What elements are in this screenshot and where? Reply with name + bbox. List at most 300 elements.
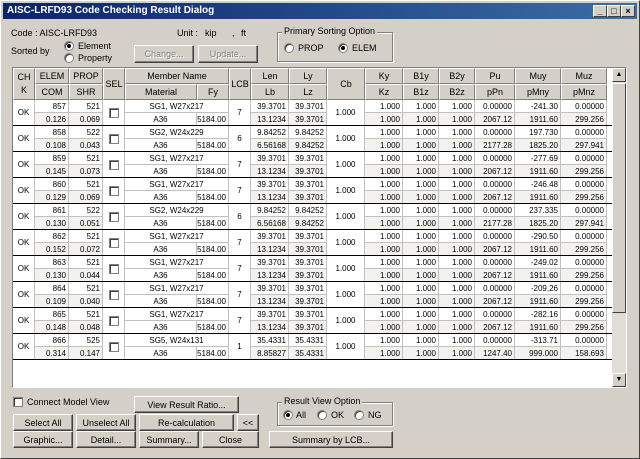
table-cell-chk[interactable]: OK [13, 204, 35, 230]
table-cell-len[interactable]: 39.3701 [251, 178, 289, 191]
row-select-checkbox[interactable] [109, 134, 119, 144]
table-cell-prop[interactable]: 521 [69, 152, 103, 165]
header-ly[interactable]: Ly [289, 68, 327, 84]
table-cell-lcb[interactable]: 6 [229, 204, 251, 230]
table-cell-member[interactable]: SG1, W27x217 [125, 230, 229, 243]
table-cell-b1z[interactable]: 1.000 [403, 217, 439, 230]
table-cell-muy[interactable]: -282.16 [515, 308, 561, 321]
table-cell-ly[interactable]: 39.3701 [289, 308, 327, 321]
table-cell-material[interactable]: A36 [125, 347, 197, 360]
table-cell-kz[interactable]: 1.000 [365, 217, 403, 230]
table-cell-lz[interactable]: 39.3701 [289, 269, 327, 282]
header-b2y[interactable]: B2y [439, 68, 475, 84]
header-muz[interactable]: Muz [561, 68, 607, 84]
table-cell-kz[interactable]: 1.000 [365, 191, 403, 204]
table-cell-lz[interactable]: 35.4331 [289, 347, 327, 360]
table-cell-ppn[interactable]: 2067.12 [475, 191, 515, 204]
table-cell-shr[interactable]: 0.072 [69, 243, 103, 256]
table-cell-fy[interactable]: 5184.00 [197, 113, 229, 126]
table-cell-kz[interactable]: 1.000 [365, 165, 403, 178]
table-cell-cb[interactable]: 1.000 [327, 126, 365, 152]
table-cell-pmnz[interactable]: 297.941 [561, 139, 607, 152]
table-cell-muy[interactable]: -249.02 [515, 256, 561, 269]
table-cell-len[interactable]: 39.3701 [251, 308, 289, 321]
summary-by-lcb-button[interactable]: Summary by LCB... [269, 431, 393, 448]
select-all-button[interactable]: Select All [13, 414, 73, 431]
table-cell-material[interactable]: A36 [125, 321, 197, 334]
table-cell-b2y[interactable]: 1.000 [439, 178, 475, 191]
table-cell-pmnz[interactable]: 299.256 [561, 243, 607, 256]
table-cell-elem[interactable]: 865 [35, 308, 69, 321]
table-cell-cb[interactable]: 1.000 [327, 100, 365, 126]
table-cell-b1y[interactable]: 1.000 [403, 152, 439, 165]
table-cell-b1y[interactable]: 1.000 [403, 204, 439, 217]
close-button[interactable]: Close [202, 431, 259, 448]
table-cell-shr[interactable]: 0.073 [69, 165, 103, 178]
sort-element-radio[interactable] [64, 41, 74, 51]
table-cell-b2z[interactable]: 1.000 [439, 347, 475, 360]
table-cell-muy[interactable]: -246.48 [515, 178, 561, 191]
table-cell-kz[interactable]: 1.000 [365, 347, 403, 360]
table-cell-b2z[interactable]: 1.000 [439, 217, 475, 230]
table-cell-len[interactable]: 39.3701 [251, 100, 289, 113]
table-cell-chk[interactable]: OK [13, 152, 35, 178]
table-cell-lb[interactable]: 13.1234 [251, 321, 289, 334]
table-cell-len[interactable]: 9.84252 [251, 204, 289, 217]
table-cell-muz[interactable]: 0.00000 [561, 100, 607, 113]
table-cell-muy[interactable]: 237.335 [515, 204, 561, 217]
table-cell-lcb[interactable]: 7 [229, 230, 251, 256]
table-cell-b1y[interactable]: 1.000 [403, 178, 439, 191]
table-cell-ky[interactable]: 1.000 [365, 126, 403, 139]
table-cell-pmnz[interactable]: 299.256 [561, 269, 607, 282]
table-cell-ly[interactable]: 39.3701 [289, 282, 327, 295]
table-cell-cb[interactable]: 1.000 [327, 204, 365, 230]
table-cell-lcb[interactable]: 1 [229, 334, 251, 360]
table-cell-b2y[interactable]: 1.000 [439, 282, 475, 295]
table-cell-b1z[interactable]: 1.000 [403, 139, 439, 152]
table-cell-elem[interactable]: 864 [35, 282, 69, 295]
table-cell-shr[interactable]: 0.040 [69, 295, 103, 308]
table-cell-cb[interactable]: 1.000 [327, 152, 365, 178]
table-cell-member[interactable]: SG1, W27x217 [125, 178, 229, 191]
table-cell-com[interactable]: 0.130 [35, 269, 69, 282]
table-cell-chk[interactable]: OK [13, 334, 35, 360]
header-lb[interactable]: Lb [251, 84, 289, 100]
table-cell-b2y[interactable]: 1.000 [439, 334, 475, 347]
table-cell-ly[interactable]: 39.3701 [289, 256, 327, 269]
table-cell-lcb[interactable]: 7 [229, 282, 251, 308]
table-cell-b2y[interactable]: 1.000 [439, 230, 475, 243]
table-cell-pu[interactable]: 0.00000 [475, 334, 515, 347]
table-cell-pu[interactable]: 0.00000 [475, 308, 515, 321]
table-cell-lb[interactable]: 13.1234 [251, 165, 289, 178]
table-cell-lcb[interactable]: 7 [229, 256, 251, 282]
table-cell-b2y[interactable]: 1.000 [439, 100, 475, 113]
table-cell-b2z[interactable]: 1.000 [439, 295, 475, 308]
header-b1y[interactable]: B1y [403, 68, 439, 84]
table-cell-ky[interactable]: 1.000 [365, 152, 403, 165]
row-select-checkbox[interactable] [109, 290, 119, 300]
table-cell-ly[interactable]: 39.3701 [289, 152, 327, 165]
table-cell-muz[interactable]: 0.00000 [561, 152, 607, 165]
table-cell-lz[interactable]: 39.3701 [289, 191, 327, 204]
table-cell-pu[interactable]: 0.00000 [475, 100, 515, 113]
table-cell-com[interactable]: 0.126 [35, 113, 69, 126]
vertical-scrollbar[interactable] [612, 68, 626, 387]
table-cell-prop[interactable]: 522 [69, 204, 103, 217]
table-cell-shr[interactable]: 0.069 [69, 113, 103, 126]
table-cell-chk[interactable]: OK [13, 100, 35, 126]
table-cell-material[interactable]: A36 [125, 113, 197, 126]
table-cell-pu[interactable]: 0.00000 [475, 152, 515, 165]
table-cell-elem[interactable]: 860 [35, 178, 69, 191]
table-cell-b1z[interactable]: 1.000 [403, 269, 439, 282]
table-cell-ky[interactable]: 1.000 [365, 230, 403, 243]
header-fy[interactable]: Fy [197, 84, 229, 100]
table-cell-muz[interactable]: 0.00000 [561, 126, 607, 139]
table-cell-ppn[interactable]: 2067.12 [475, 269, 515, 282]
table-cell-ky[interactable]: 1.000 [365, 334, 403, 347]
table-cell-len[interactable]: 9.84252 [251, 126, 289, 139]
table-cell-elem[interactable]: 866 [35, 334, 69, 347]
header-member_name[interactable]: Member Name [125, 68, 229, 84]
row-select-checkbox[interactable] [109, 316, 119, 326]
table-cell-b1y[interactable]: 1.000 [403, 230, 439, 243]
table-cell-member[interactable]: SG1, W27x217 [125, 282, 229, 295]
header-lz[interactable]: Lz [289, 84, 327, 100]
table-cell-prop[interactable]: 521 [69, 100, 103, 113]
table-cell-pmny[interactable]: 1825.20 [515, 139, 561, 152]
table-cell-ppn[interactable]: 2067.12 [475, 113, 515, 126]
table-cell-muy[interactable]: -209.26 [515, 282, 561, 295]
table-cell-b2z[interactable]: 1.000 [439, 165, 475, 178]
detail-button[interactable]: Detail... [76, 431, 136, 448]
header-b2z[interactable]: B2z [439, 84, 475, 100]
row-select-checkbox[interactable] [109, 160, 119, 170]
header-material[interactable]: Material [125, 84, 197, 100]
table-cell-len[interactable]: 35.4331 [251, 334, 289, 347]
table-cell-lb[interactable]: 13.1234 [251, 243, 289, 256]
table-cell-cb[interactable]: 1.000 [327, 308, 365, 334]
sort-property-radio[interactable] [64, 53, 74, 63]
table-cell-member[interactable]: SG1, W27x217 [125, 308, 229, 321]
table-cell-ky[interactable]: 1.000 [365, 256, 403, 269]
table-cell-muy[interactable]: -313.71 [515, 334, 561, 347]
table-cell-com[interactable]: 0.314 [35, 347, 69, 360]
table-cell-lcb[interactable]: 7 [229, 152, 251, 178]
table-cell-pmnz[interactable]: 297.941 [561, 217, 607, 230]
table-cell-b2z[interactable]: 1.000 [439, 269, 475, 282]
table-cell-com[interactable]: 0.152 [35, 243, 69, 256]
header-prop[interactable]: PROP [69, 68, 103, 84]
table-cell-b2z[interactable]: 1.000 [439, 113, 475, 126]
row-select-checkbox[interactable] [109, 212, 119, 222]
table-cell-b2y[interactable]: 1.000 [439, 126, 475, 139]
row-select-checkbox[interactable] [109, 342, 119, 352]
table-cell-pu[interactable]: 0.00000 [475, 126, 515, 139]
header-sel[interactable]: SEL [103, 68, 125, 100]
table-cell-cb[interactable]: 1.000 [327, 178, 365, 204]
table-cell-pmny[interactable]: 1911.60 [515, 295, 561, 308]
header-cb[interactable]: Cb [327, 68, 365, 100]
header-pmnz[interactable]: pMnz [561, 84, 607, 100]
table-cell-elem[interactable]: 859 [35, 152, 69, 165]
table-cell-kz[interactable]: 1.000 [365, 295, 403, 308]
table-cell-muz[interactable]: 0.00000 [561, 334, 607, 347]
table-cell-com[interactable]: 0.129 [35, 191, 69, 204]
table-cell-member[interactable]: SG1, W27x217 [125, 100, 229, 113]
table-cell-pu[interactable]: 0.00000 [475, 230, 515, 243]
table-cell-b1z[interactable]: 1.000 [403, 165, 439, 178]
table-cell-b2z[interactable]: 1.000 [439, 321, 475, 334]
table-cell-ly[interactable]: 35.4331 [289, 334, 327, 347]
change-button[interactable]: Change... [134, 45, 194, 63]
graphic-button[interactable]: Graphic... [13, 431, 73, 448]
table-cell-ly[interactable]: 39.3701 [289, 100, 327, 113]
table-cell-b1y[interactable]: 1.000 [403, 282, 439, 295]
table-cell-lz[interactable]: 39.3701 [289, 113, 327, 126]
table-cell-chk[interactable]: OK [13, 230, 35, 256]
header-elem[interactable]: ELEM [35, 68, 69, 84]
table-cell-pmny[interactable]: 1911.60 [515, 269, 561, 282]
table-cell-b1z[interactable]: 1.000 [403, 347, 439, 360]
table-cell-com[interactable]: 0.148 [35, 321, 69, 334]
table-cell-lcb[interactable]: 7 [229, 100, 251, 126]
summary-button[interactable]: Summary... [139, 431, 199, 448]
table-cell-prop[interactable]: 521 [69, 256, 103, 269]
table-cell-len[interactable]: 39.3701 [251, 256, 289, 269]
table-cell-lcb[interactable]: 7 [229, 178, 251, 204]
table-cell-ly[interactable]: 39.3701 [289, 230, 327, 243]
table-cell-ky[interactable]: 1.000 [365, 282, 403, 295]
view-result-ratio-button[interactable]: View Result Ratio... [134, 396, 239, 413]
table-cell-muz[interactable]: 0.00000 [561, 282, 607, 295]
table-cell-muz[interactable]: 0.00000 [561, 256, 607, 269]
table-cell-elem[interactable]: 861 [35, 204, 69, 217]
table-cell-ky[interactable]: 1.000 [365, 100, 403, 113]
header-ppn[interactable]: pPn [475, 84, 515, 100]
table-cell-pu[interactable]: 0.00000 [475, 282, 515, 295]
table-cell-shr[interactable]: 0.044 [69, 269, 103, 282]
elem-radio[interactable] [338, 43, 348, 53]
table-cell-b1y[interactable]: 1.000 [403, 308, 439, 321]
table-cell-b1z[interactable]: 1.000 [403, 113, 439, 126]
table-cell-pmny[interactable]: 1911.60 [515, 113, 561, 126]
table-cell-len[interactable]: 39.3701 [251, 152, 289, 165]
table-cell-b2z[interactable]: 1.000 [439, 243, 475, 256]
table-cell-pmnz[interactable]: 299.256 [561, 165, 607, 178]
table-cell-b2y[interactable]: 1.000 [439, 204, 475, 217]
table-cell-ky[interactable]: 1.000 [365, 308, 403, 321]
table-cell-elem[interactable]: 862 [35, 230, 69, 243]
table-cell-pmnz[interactable]: 299.256 [561, 113, 607, 126]
table-cell-pmny[interactable]: 1911.60 [515, 321, 561, 334]
scroll-thumb[interactable] [612, 83, 626, 313]
header-ky[interactable]: Ky [365, 68, 403, 84]
table-cell-fy[interactable]: 5184.00 [197, 217, 229, 230]
table-cell-ly[interactable]: 9.84252 [289, 204, 327, 217]
table-cell-elem[interactable]: 858 [35, 126, 69, 139]
table-cell-ky[interactable]: 1.000 [365, 204, 403, 217]
table-cell-cb[interactable]: 1.000 [327, 334, 365, 360]
table-cell-pmny[interactable]: 1911.60 [515, 243, 561, 256]
table-cell-member[interactable]: SG5, W24x131 [125, 334, 229, 347]
maximize-button[interactable]: □ [607, 5, 621, 17]
table-cell-fy[interactable]: 5184.00 [197, 165, 229, 178]
table-cell-b1y[interactable]: 1.000 [403, 256, 439, 269]
table-cell-material[interactable]: A36 [125, 191, 197, 204]
table-cell-b2z[interactable]: 1.000 [439, 191, 475, 204]
table-cell-kz[interactable]: 1.000 [365, 321, 403, 334]
table-cell-com[interactable]: 0.108 [35, 139, 69, 152]
table-cell-fy[interactable]: 5184.00 [197, 243, 229, 256]
table-cell-material[interactable]: A36 [125, 139, 197, 152]
table-cell-kz[interactable]: 1.000 [365, 269, 403, 282]
table-cell-com[interactable]: 0.145 [35, 165, 69, 178]
table-cell-len[interactable]: 39.3701 [251, 282, 289, 295]
table-cell-lz[interactable]: 39.3701 [289, 321, 327, 334]
recalculation-button[interactable]: Re-calculation [139, 414, 234, 431]
table-cell-kz[interactable]: 1.000 [365, 243, 403, 256]
header-pu[interactable]: Pu [475, 68, 515, 84]
table-cell-chk[interactable]: OK [13, 282, 35, 308]
table-cell-pu[interactable]: 0.00000 [475, 178, 515, 191]
table-cell-member[interactable]: SG2, W24x229 [125, 126, 229, 139]
table-cell-ppn[interactable]: 2067.12 [475, 295, 515, 308]
table-cell-pmnz[interactable]: 299.256 [561, 191, 607, 204]
table-cell-ppn[interactable]: 2067.12 [475, 321, 515, 334]
table-cell-muz[interactable]: 0.00000 [561, 178, 607, 191]
table-cell-kz[interactable]: 1.000 [365, 139, 403, 152]
table-cell-muy[interactable]: -241.30 [515, 100, 561, 113]
table-cell-lb[interactable]: 6.56168 [251, 139, 289, 152]
table-cell-lz[interactable]: 39.3701 [289, 243, 327, 256]
row-select-checkbox[interactable] [109, 264, 119, 274]
minimize-button[interactable]: _ [593, 5, 607, 17]
table-cell-prop[interactable]: 521 [69, 308, 103, 321]
table-cell-shr[interactable]: 0.147 [69, 347, 103, 360]
scroll-down-button[interactable]: ▼ [612, 373, 626, 387]
table-cell-kz[interactable]: 1.000 [365, 113, 403, 126]
table-cell-prop[interactable]: 525 [69, 334, 103, 347]
table-cell-muy[interactable]: -290.50 [515, 230, 561, 243]
view-all-radio[interactable] [283, 410, 293, 420]
table-cell-lcb[interactable]: 7 [229, 308, 251, 334]
table-cell-fy[interactable]: 5184.00 [197, 191, 229, 204]
table-cell-lb[interactable]: 13.1234 [251, 191, 289, 204]
table-cell-lb[interactable]: 8.85827 [251, 347, 289, 360]
table-cell-b2y[interactable]: 1.000 [439, 308, 475, 321]
table-cell-prop[interactable]: 522 [69, 126, 103, 139]
table-cell-lb[interactable]: 13.1234 [251, 269, 289, 282]
update-button[interactable]: Update... [198, 45, 258, 63]
table-cell-pmnz[interactable]: 158.693 [561, 347, 607, 360]
table-cell-fy[interactable]: 5184.00 [197, 269, 229, 282]
table-cell-lb[interactable]: 13.1234 [251, 295, 289, 308]
row-select-checkbox[interactable] [109, 238, 119, 248]
table-cell-chk[interactable]: OK [13, 308, 35, 334]
table-cell-muz[interactable]: 0.00000 [561, 308, 607, 321]
table-cell-chk[interactable]: OK [13, 256, 35, 282]
close-window-button[interactable]: × [621, 5, 635, 17]
row-select-checkbox[interactable] [109, 108, 119, 118]
table-cell-len[interactable]: 39.3701 [251, 230, 289, 243]
table-cell-lz[interactable]: 39.3701 [289, 165, 327, 178]
table-cell-material[interactable]: A36 [125, 295, 197, 308]
table-cell-prop[interactable]: 521 [69, 282, 103, 295]
row-select-checkbox[interactable] [109, 186, 119, 196]
table-cell-pu[interactable]: 0.00000 [475, 204, 515, 217]
table-cell-ly[interactable]: 39.3701 [289, 178, 327, 191]
table-cell-member[interactable]: SG1, W27x217 [125, 152, 229, 165]
table-cell-com[interactable]: 0.109 [35, 295, 69, 308]
table-cell-material[interactable]: A36 [125, 269, 197, 282]
header-pmny[interactable]: pMny [515, 84, 561, 100]
header-com[interactable]: COM [35, 84, 69, 100]
header-kz[interactable]: Kz [365, 84, 403, 100]
table-cell-shr[interactable]: 0.048 [69, 321, 103, 334]
table-cell-material[interactable]: A36 [125, 217, 197, 230]
table-cell-pmnz[interactable]: 299.256 [561, 321, 607, 334]
table-cell-muy[interactable]: -277.69 [515, 152, 561, 165]
table-cell-fy[interactable]: 5184.00 [197, 295, 229, 308]
table-cell-muz[interactable]: 0.00000 [561, 204, 607, 217]
table-cell-material[interactable]: A36 [125, 165, 197, 178]
table-cell-fy[interactable]: 5184.00 [197, 347, 229, 360]
scroll-up-button[interactable]: ▲ [612, 68, 626, 82]
table-cell-pmnz[interactable]: 299.256 [561, 295, 607, 308]
table-cell-lcb[interactable]: 6 [229, 126, 251, 152]
header-lcb[interactable]: LCB [229, 68, 251, 100]
table-cell-muz[interactable]: 0.00000 [561, 230, 607, 243]
table-cell-chk[interactable]: OK [13, 178, 35, 204]
table-cell-com[interactable]: 0.130 [35, 217, 69, 230]
table-cell-pmny[interactable]: 1825.20 [515, 217, 561, 230]
table-cell-b2y[interactable]: 1.000 [439, 152, 475, 165]
table-cell-elem[interactable]: 857 [35, 100, 69, 113]
table-cell-lz[interactable]: 9.84252 [289, 217, 327, 230]
table-cell-lb[interactable]: 6.56168 [251, 217, 289, 230]
table-cell-fy[interactable]: 5184.00 [197, 321, 229, 334]
table-cell-ppn[interactable]: 1247.40 [475, 347, 515, 360]
table-cell-b1z[interactable]: 1.000 [403, 243, 439, 256]
table-cell-prop[interactable]: 521 [69, 230, 103, 243]
view-ok-radio[interactable] [317, 410, 327, 420]
table-cell-shr[interactable]: 0.043 [69, 139, 103, 152]
table-cell-pmny[interactable]: 1911.60 [515, 191, 561, 204]
table-cell-ky[interactable]: 1.000 [365, 178, 403, 191]
table-cell-lb[interactable]: 13.1234 [251, 113, 289, 126]
table-cell-pmny[interactable]: 1911.60 [515, 165, 561, 178]
table-cell-member[interactable]: SG2, W24x229 [125, 204, 229, 217]
header-muy[interactable]: Muy [515, 68, 561, 84]
collapse-button[interactable]: << [237, 414, 259, 431]
table-cell-ppn[interactable]: 2067.12 [475, 165, 515, 178]
table-cell-cb[interactable]: 1.000 [327, 230, 365, 256]
header-chk[interactable]: CH K [13, 68, 35, 100]
table-cell-prop[interactable]: 521 [69, 178, 103, 191]
table-cell-b2y[interactable]: 1.000 [439, 256, 475, 269]
table-cell-shr[interactable]: 0.069 [69, 191, 103, 204]
table-cell-member[interactable]: SG1, W27x217 [125, 256, 229, 269]
table-cell-b1y[interactable]: 1.000 [403, 100, 439, 113]
table-cell-cb[interactable]: 1.000 [327, 282, 365, 308]
table-cell-material[interactable]: A36 [125, 243, 197, 256]
view-ng-radio[interactable] [354, 410, 364, 420]
table-cell-b2z[interactable]: 1.000 [439, 139, 475, 152]
table-cell-chk[interactable]: OK [13, 126, 35, 152]
